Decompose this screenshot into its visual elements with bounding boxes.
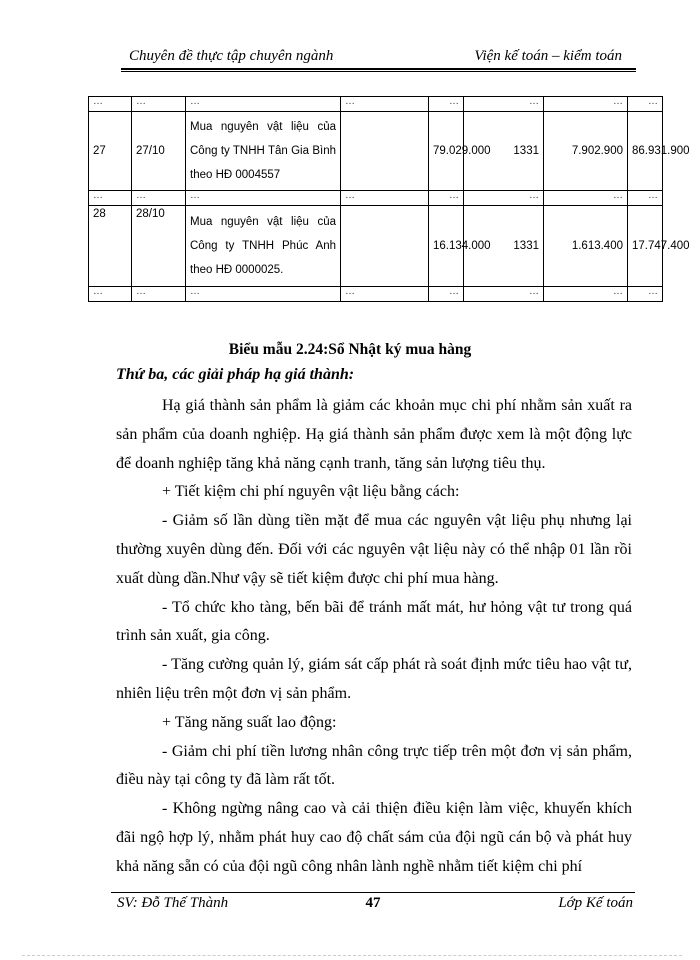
header-rule [121, 68, 636, 72]
paragraph: - Giảm số lần dùng tiền mặt để mua các nguyên vật liệu phụ nhưng lại thường xuyên dùng đến. Đối với các nguyên vật liệu này có thể nhập 01 lần rồi xuất dùng dần.Như vậy sẽ tiết kiệm được chi phí mua hàng. [116, 512, 632, 587]
row-date: 27/10 [132, 112, 186, 191]
row-amount: 16.134.000 [429, 206, 464, 287]
row-number: 28 [89, 206, 132, 287]
row-total: 86.931.900 [628, 112, 663, 191]
table-cell: … [89, 191, 132, 206]
table-cell: … [429, 97, 464, 112]
table-row [89, 287, 663, 302]
row-account: 1331 [464, 112, 544, 191]
paragraph: Hạ giá thành sản phẩm là giảm các khoản mục chi phí nhằm sản xuất ra sản phẩm của doanh nghiệp. Hạ giá thành sản phẩm được xem là một động lực để doanh nghiệp tăng khả năng cạnh tranh, tăng sản lượng tiêu thụ. [116, 397, 632, 472]
header-right-title: Viện kế toán – kiểm toán [474, 48, 622, 64]
table-cell: … [186, 191, 341, 206]
table-cell: … [464, 191, 544, 206]
table-cell: … [132, 97, 186, 112]
table-cell: … [544, 287, 628, 302]
table-cell: … [544, 97, 628, 112]
row-description: Mua nguyên vật liệu của Công ty TNHH Tân Gia Bình theo HĐ 0004557 [186, 112, 341, 191]
table-cell: … [429, 191, 464, 206]
table-row [89, 97, 663, 112]
purchase-journal-table [88, 96, 690, 302]
row-amount: 79.029.000 [429, 112, 464, 191]
table-cell: … [89, 97, 132, 112]
row-number: 27 [89, 112, 132, 191]
paragraph: + Tăng năng suất lao động: [162, 713, 337, 731]
table-cell: … [628, 191, 663, 206]
footer-student-name: SV: Đỗ Thế Thành [117, 895, 229, 911]
table-cell-empty [341, 206, 429, 287]
table-cell: … [429, 287, 464, 302]
paragraph: - Tổ chức kho tàng, bến bãi để tránh mất mát, hư hỏng vật tư trong quá trình sản xuất, gia công. [116, 598, 632, 645]
section-subheading: Thứ ba, các giải pháp hạ giá thành: [116, 366, 355, 383]
table-cell: … [464, 97, 544, 112]
page-header [121, 46, 636, 68]
table-cell: … [341, 191, 429, 206]
footer-rule [111, 892, 635, 893]
table-cell: … [89, 287, 132, 302]
page-footer [111, 895, 635, 917]
table-cell: … [186, 287, 341, 302]
row-description: Mua nguyên vật liệu của Công ty TNHH Phúc Anh theo HĐ 0000025. [186, 206, 341, 287]
row-tax: 1.613.400 [544, 206, 628, 287]
table-cell: … [132, 287, 186, 302]
table-cell-empty [341, 112, 429, 191]
row-tax: 7.902.900 [544, 112, 628, 191]
footer-class-name: Lớp Kế toán [558, 895, 633, 911]
paragraph: + Tiết kiệm chi phí nguyên vật liệu bằng cách: [162, 483, 460, 501]
header-left-title: Chuyên đề thực tập chuyên ngành [129, 48, 334, 64]
page-number: 47 [365, 895, 381, 911]
table-row [89, 112, 663, 191]
row-total: 17.747.400 [628, 206, 663, 287]
page-edge-divider [22, 955, 682, 956]
table-cell: … [132, 191, 186, 206]
row-date: 28/10 [132, 206, 186, 287]
body-text [116, 392, 632, 882]
table-row [89, 191, 663, 206]
paragraph: - Tăng cường quản lý, giám sát cấp phát rà soát định mức tiêu hao vật tư, nhiên liệu trên một đơn vị sản phẩm. [116, 656, 632, 702]
table-caption: Biểu mẫu 2.24:Sổ Nhật ký mua hàng [228, 341, 472, 358]
table-cell: … [464, 287, 544, 302]
paragraph: - Không ngừng nâng cao và cải thiện điều kiện làm việc, khuyến khích đãi ngộ hợp lý, nhằm phát huy cao độ chất sám của đội ngũ cán bộ và phát huy khả năng sẵn có của đội ngũ công nhân lành nghề nhằm tiết kiệm chi phí [116, 800, 632, 875]
table-cell: … [628, 97, 663, 112]
row-account: 1331 [464, 206, 544, 287]
table-row [89, 206, 663, 287]
table-cell: … [628, 287, 663, 302]
paragraph: - Giảm chi phí tiền lương nhân công trực tiếp trên một đơn vị sản phẩm, điều này tại công ty đã làm rất tốt. [116, 742, 632, 789]
table-cell: … [341, 97, 429, 112]
table-cell: … [544, 191, 628, 206]
table-cell: … [341, 287, 429, 302]
table-cell: … [186, 97, 341, 112]
